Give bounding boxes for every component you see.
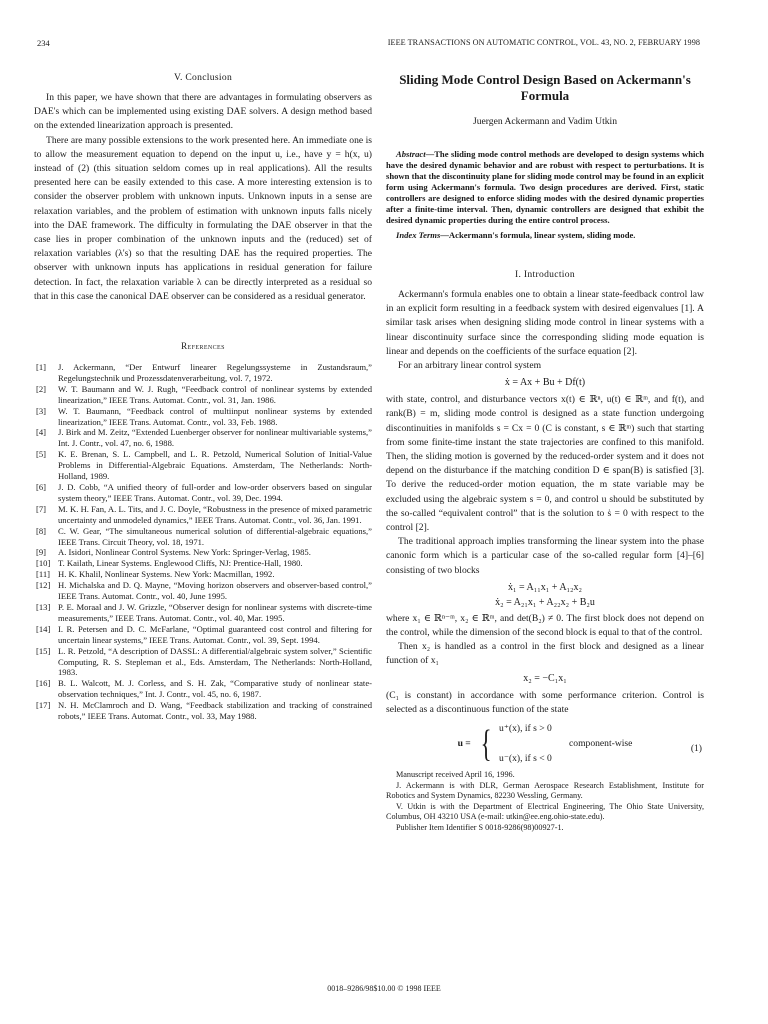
reference-number: [14] bbox=[36, 623, 51, 634]
page-number: 234 bbox=[37, 38, 50, 48]
conclusion-paragraph-2: There are many possible extensions to the work presented here. An immediate one is to allow the measurement equation to depend on the input u, i.e., have y = h(x, u) instead of (2) (this situation seldom comes up in real applications). All the results presented here can be easily extended to this case. A more interesting extension is to consider the observer problem with unknown inputs. Unknown inputs in a sense are relaxation variables, and the problem of estimation with unknown inputs falls nicely into the DAE framework. The difficulty in formulating the DAE observer in that the case lies in proper combination of the unknown inputs and the (reduced) set of relaxation variables (λ's) so that the resulting DAE has the required properties. The observer with unknown inputs has applications in residual generation for failure detection. In fact, the relaxation variable λ can be directly interpreted as a residual so that in this case the canonical DAE observer can be considered as a residual generator. bbox=[34, 134, 372, 302]
equation-discontinuous-control bbox=[386, 721, 704, 766]
reference-text: K. E. Brenan, S. L. Campbell, and L. R. Petzold, Numerical Solution of Initial-Value Problems in Differential-Algebraic Equations. Amsterdam, The Netherlands: North-Holland, 1989. bbox=[58, 449, 372, 482]
reference-item bbox=[34, 449, 372, 482]
index-terms-label: Index Terms— bbox=[396, 230, 449, 240]
intro-paragraph-3: with state, control, and disturbance vectors x(t) ∈ ℝⁿ, u(t) ∈ ℝᵐ, and f(t), and rank(B) = m, sliding mode control is designed as a state function undergoing discontinuities in manifolds s = Cx = 0 (C is constant, s ∈ ℝᵐ) such that starting from some finite-time instant the state trajectories are confined to this manifold. Then, the sliding motion is governed by the reduced-order system and it does not depend on the disturbance if the matching condition D ∈ span(B) is satisfied [3]. To derive the reduced-order motion equation, the m state variable may be excluded using the algebraic system s = 0, and control u should be substituted by the so-called “equivalent control” that is the solution to ṡ = 0 with respect to the control [2]. bbox=[386, 394, 704, 534]
reference-item bbox=[34, 569, 372, 580]
references-list bbox=[34, 362, 372, 722]
abstract bbox=[386, 149, 704, 226]
intro-paragraph-6: Then x₂ is handled as a control in the first block and designed as a linear function of x₁ bbox=[386, 641, 704, 667]
abstract-label: Abstract— bbox=[396, 149, 435, 159]
copyright-footer: 0018–9286/98$10.00 © 1998 IEEE bbox=[327, 984, 441, 993]
equation-number: (1) bbox=[690, 743, 702, 755]
reference-number: [16] bbox=[36, 678, 51, 689]
equation-case-note: component-wise bbox=[569, 738, 633, 750]
reference-number: [9] bbox=[36, 547, 47, 558]
reference-item bbox=[34, 526, 372, 548]
reference-item bbox=[34, 558, 372, 569]
reference-text: J. D. Cobb, “A unified theory of full-order and low-order observers based on singular system theory,” IEEE Trans. Automat. Contr., vol. 39, Dec. 1994. bbox=[58, 482, 372, 503]
brace-symbol: { bbox=[480, 722, 492, 765]
reference-number: [13] bbox=[36, 601, 51, 612]
footnote-identifier: Publisher Item Identifier S 0018-9286(98)00927-1. bbox=[396, 823, 564, 833]
footnote-utkin: V. Utkin is with the Department of Electrical Engineering, The Ohio State University, Columbus, OH 43210 USA (e-mail: utkin@ee.eng.ohio-state.edu). bbox=[386, 801, 704, 822]
intro-paragraph-5: where x₁ ∈ ℝⁿ⁻ᵐ, x₂ ∈ ℝᵐ, and det(B₂) ≠ 0. The first block does not depend on the control, while the dimension of the second block is equal to that of the control. bbox=[386, 612, 704, 639]
index-terms-text: Ackermann's formula, linear system, sliding mode. bbox=[448, 230, 636, 240]
reference-number: [5] bbox=[36, 449, 47, 460]
equation-linear-function: x₂ = −C₁x₁ bbox=[523, 672, 567, 684]
reference-item bbox=[34, 504, 372, 526]
left-column bbox=[34, 64, 372, 722]
reference-number: [17] bbox=[36, 700, 51, 711]
reference-number: [7] bbox=[36, 503, 47, 514]
equation-system: ẋ = Ax + Bu + Df(t) bbox=[504, 377, 586, 389]
reference-item bbox=[34, 547, 372, 558]
reference-text: M. K. H. Fan, A. L. Tits, and J. C. Doyle, “Robustness in the presence of mixed parametric uncertainty and unmodeled dynamics,” IEEE Trans. Automat. Contr., vol. 36, Jan. 1991. bbox=[58, 503, 372, 525]
conclusion-heading bbox=[34, 72, 372, 83]
journal-header: IEEE TRANSACTIONS ON AUTOMATIC CONTROL, VOL. 43, NO. 2, FEBRUARY 1998 bbox=[387, 38, 700, 47]
intro-paragraph-2: For an arbitrary linear control system bbox=[398, 360, 542, 372]
reference-number: [15] bbox=[36, 645, 51, 656]
equation-case-2: u⁻(x), if s < 0 bbox=[499, 753, 552, 765]
reference-text: W. T. Baumann, “Feedback control of multiinput nonlinear systems by extended linearization,” IEEE Trans. Automat. Contr., vol. 33, Feb. 1988. bbox=[58, 405, 372, 427]
footnote-received: Manuscript received April 16, 1996. bbox=[396, 770, 515, 780]
reference-number: [2] bbox=[36, 383, 47, 394]
reference-text: H. K. Khalil, Nonlinear Systems. New York: Macmillan, 1992. bbox=[58, 569, 275, 580]
reference-text: J. Ackermann, “Der Entwurf linearer Regelungssysteme in Zustandsraum,” Regelungstechnik und Prozessdatenverarbeitung, vol. 7, 1972. bbox=[58, 362, 372, 383]
paper-title: Sliding Mode Control Design Based on Ackermann's Formula bbox=[399, 72, 691, 103]
reference-text: W. T. Baumann and W. J. Rugh, “Feedback control of nonlinear systems by extended linearization,” IEEE Trans. Automat. Contr., vol. 31, Jan. 1986. bbox=[58, 383, 372, 405]
reference-item bbox=[34, 580, 372, 602]
reference-text: J. Birk and M. Zeitz, “Extended Luenberger observer for nonlinear multivariable systems,” Int. J. Contr., vol. 47, no. 6, 1988. bbox=[58, 427, 372, 449]
intro-paragraph-4: The traditional approach implies transforming the linear system into the phase canonic form which is a particular case of the so-called regular form [4]–[6] consisting of two blocks bbox=[386, 536, 704, 576]
reference-item bbox=[34, 384, 372, 406]
reference-number: [6] bbox=[36, 482, 47, 493]
conclusion-paragraph-1: In this paper, we have shown that there are advantages in formulating observers as DAE's which can be implemented using existing DAE solvers. A design method based on the extended linearization approach is presented. bbox=[34, 92, 372, 132]
reference-item bbox=[34, 700, 372, 722]
reference-text: L. R. Petzold, “A description of DASSL: A differential/algebraic system solver,” Scientific Computing, R. S. Stepleman et al., Eds. Amsterdam, The Netherlands: North-Holland, 1983. bbox=[58, 645, 372, 678]
reference-text: H. Michalska and D. Q. Mayne, “Moving horizon observers and observer-based control,” IEEE Trans. Automat. Contr., vol. 40, June 1995. bbox=[58, 580, 372, 602]
equation-case-1: u⁺(x), if s > 0 bbox=[499, 723, 552, 735]
reference-text: N. H. McClamroch and D. Wang, “Feedback stabilization and tracking of constrained robots,” IEEE Trans. Automat. Contr., vol. 33, May 1988. bbox=[58, 700, 372, 722]
equation-lhs: u = bbox=[457, 738, 471, 750]
right-column bbox=[386, 64, 704, 834]
equation-block-1: ẋ₁ = A₁₁x₁ + A₁₂x₂ bbox=[507, 581, 583, 593]
reference-text: B. L. Walcott, M. J. Corless, and S. H. Zak, “Comparative study of nonlinear state-observation techniques,” Int. J. Contr., vol. 45, no. 6, 1987. bbox=[58, 678, 372, 700]
reference-item bbox=[34, 678, 372, 700]
reference-item bbox=[34, 602, 372, 624]
reference-item bbox=[34, 646, 372, 679]
authors: Juergen Ackermann and Vadim Utkin bbox=[472, 116, 618, 127]
reference-number: [12] bbox=[36, 580, 51, 591]
reference-item bbox=[34, 427, 372, 449]
reference-text: T. Kailath, Linear Systems. Englewood Cliffs, NJ: Prentice-Hall, 1980. bbox=[58, 558, 303, 569]
reference-item bbox=[34, 624, 372, 646]
footnote-ackermann: J. Ackermann is with DLR, German Aerospace Research Establishment, Institute for Robotics and System Dynamics, 82230 Wessling, Germany. bbox=[386, 780, 704, 801]
reference-number: [1] bbox=[36, 362, 47, 373]
equation-block-2: ẋ₂ = A₂₁x₁ + A₂₂x₂ + B₂u bbox=[495, 596, 595, 608]
abstract-text: The sliding mode control methods are developed to design systems which have the desired dynamic behavior and are robust with respect to perturbations. It is shown that the discontinuity plane for sliding mode control may be found in an explicit form using Ackermann's formula. Two design procedures are derived. First, static controllers are designed to enforce sliding modes with the desired dynamic properties after a finite-time interval. Then, dynamic controllers are designed that exhibit the desired dynamic properties during the entire control process. bbox=[386, 149, 704, 225]
reference-number: [4] bbox=[36, 427, 47, 438]
reference-number: [11] bbox=[36, 569, 50, 580]
intro-paragraph-7: (C₁ is constant) in accordance with some performance criterion. Control is selected as a discontinuous function of the state bbox=[386, 689, 704, 715]
reference-number: [10] bbox=[36, 558, 51, 569]
introduction-heading: I. Introduction bbox=[515, 269, 575, 280]
intro-paragraph-1: Ackermann's formula enables one to obtain a linear state-feedback control law in an explicit form resulting in a feedback system with desired eigenvalues [1]. A similar task arises when designing sliding mode control in linear systems with a linear discontinuity surface since the corresponding sliding mode equation is linear and depends on the coefficients of the surface equation [2]. bbox=[386, 289, 704, 357]
reference-text: P. E. Moraal and J. W. Grizzle, “Observer design for nonlinear systems with discrete-time measurements,” IEEE Trans. Automat. Contr., vol. 40, Mar. 1995. bbox=[58, 601, 372, 623]
references-heading: References bbox=[181, 341, 225, 352]
reference-text: C. W. Gear, “The simultaneous numerical solution of differential-algebraic equations,” IEEE Trans. Circuit Theory, vol. 18, 1971. bbox=[58, 525, 372, 547]
reference-text: I. R. Petersen and D. C. McFarlane, “Optimal guaranteed cost control and filtering for uncertain linear systems,” IEEE Trans. Automat. Contr., vol. 39, Sept. 1994. bbox=[58, 623, 372, 645]
equation-regular-form bbox=[386, 580, 704, 610]
reference-item bbox=[34, 362, 372, 384]
reference-text: A. Isidori, Nonlinear Control Systems. New York: Springer-Verlag, 1985. bbox=[58, 547, 311, 558]
conclusion-heading-text: V. Conclusion bbox=[173, 72, 233, 83]
index-terms bbox=[386, 230, 704, 241]
reference-number: [8] bbox=[36, 525, 47, 536]
reference-item bbox=[34, 482, 372, 504]
reference-item bbox=[34, 406, 372, 428]
equation-cases bbox=[499, 721, 632, 766]
reference-number: [3] bbox=[36, 405, 47, 416]
